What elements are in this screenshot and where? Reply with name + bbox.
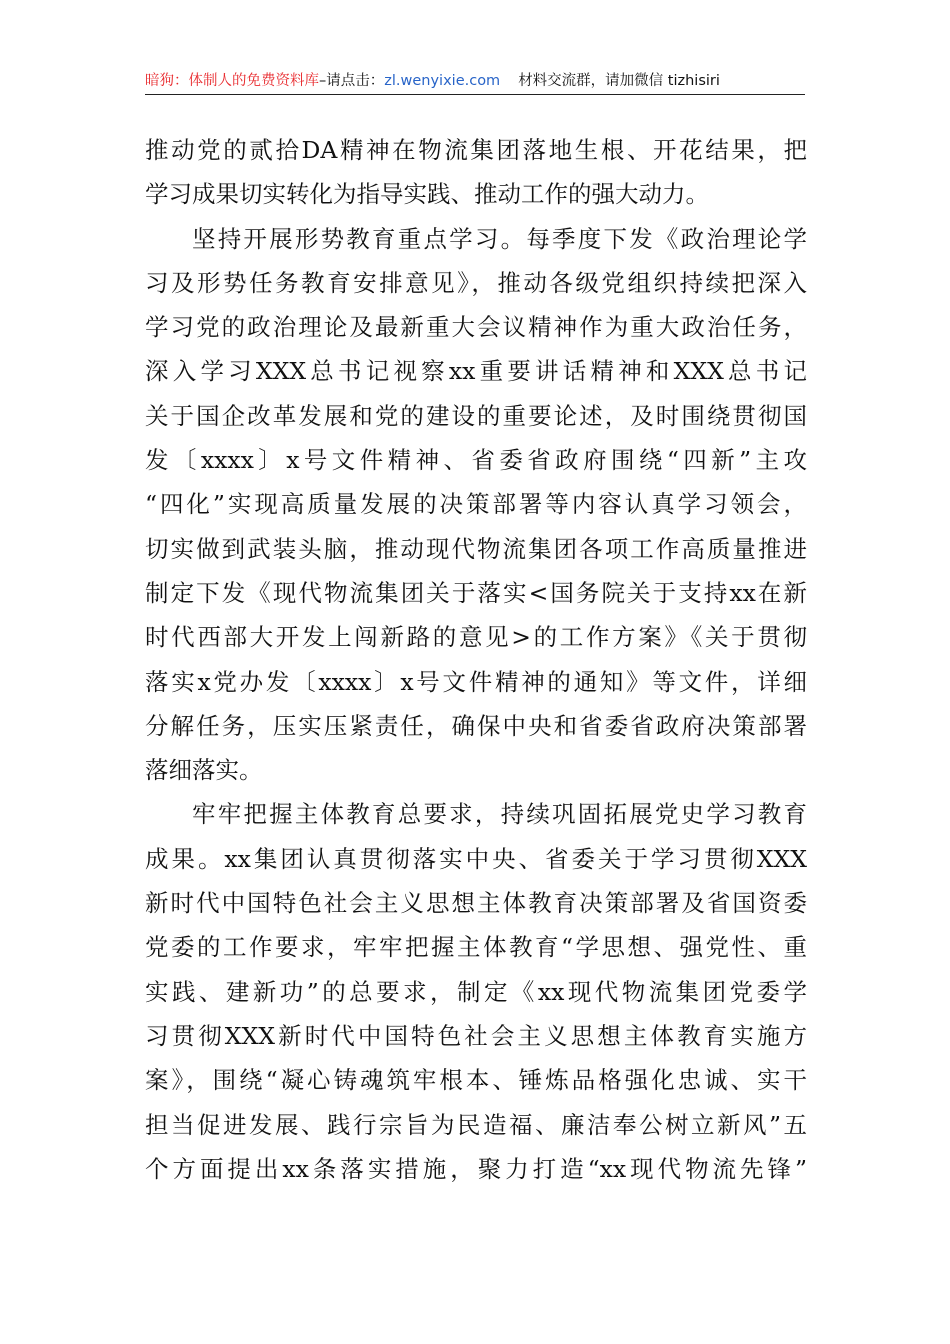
body-line: 推动党的贰拾DA精神在物流集团落地生根、开花结果，把 bbox=[145, 136, 807, 164]
body-line: 案》，围绕“凝心铸魂筑牢根本、锤炼品格强化忠诚、实干 bbox=[145, 1066, 807, 1095]
body-line: 党委的工作要求，牢牢把握主体教育“学思想、强党性、重 bbox=[145, 933, 807, 962]
header-divider bbox=[145, 94, 805, 95]
header-url-link[interactable]: zl.wenyixie.com bbox=[384, 73, 501, 89]
body-line: 深入学习XXX总书记视察xx重要讲话精神和XXX总书记 bbox=[145, 357, 807, 386]
header-click-prompt: –请点击： bbox=[319, 73, 385, 89]
body-line: 学习党的政治理论及最新重大会议精神作为重大政治任务， bbox=[145, 313, 807, 342]
body-line: 个方面提出xx条落实措施，聚力打造“xx现代物流先锋” bbox=[145, 1154, 807, 1183]
body-line: 时代西部大开发上闯新路的意见>的工作方案》《关于贯彻 bbox=[145, 623, 807, 652]
body-line: 习及形势任务教育安排意见》，推动各级党组织持续把深入 bbox=[145, 268, 807, 297]
header-site-name: 暗狗：体制人的免费资料库 bbox=[145, 73, 319, 89]
body-line: 新时代中国特色社会主义思想主体教育决策部署及省国资委 bbox=[145, 889, 807, 918]
body-line: 成果。xx集团认真贯彻落实中央、省委关于学习贯彻XXX bbox=[145, 844, 807, 873]
body-line: “四化”实现高质量发展的决策部署等内容认真学习领会， bbox=[145, 490, 807, 519]
paragraph-start-line: 坚持开展形势教育重点学习。每季度下发《政治理论学 bbox=[192, 224, 807, 253]
body-line: 担当促进发展、践行宗旨为民造福、廉洁奉公树立新风”五 bbox=[145, 1110, 807, 1139]
paragraph-start-line: 牢牢把握主体教育总要求，持续巩固拓展党史学习教育 bbox=[192, 800, 807, 829]
body-line: 分解任务，压实压紧责任，确保中央和省委省政府决策部署 bbox=[145, 711, 807, 740]
body-line: 学习成果切实转化为指导实践、推动工作的强大动力。 bbox=[145, 180, 709, 209]
body-line: 发〔xxxx〕x号文件精神、省委省政府围绕“四新”主攻 bbox=[145, 446, 807, 475]
body-line: 关于国企改革发展和党的建设的重要论述，及时围绕贯彻国 bbox=[145, 401, 807, 430]
page-header bbox=[145, 70, 805, 96]
body-line: 切实做到武装头脑，推动现代物流集团各项工作高质量推进 bbox=[145, 534, 807, 563]
body-line: 实践、建新功”的总要求，制定《xx现代物流集团党委学 bbox=[145, 977, 807, 1006]
document-body bbox=[145, 128, 807, 1191]
body-line: 落实x党办发〔xxxx〕x号文件精神的通知》等文件，详细 bbox=[145, 667, 807, 696]
header-contact-text: 材料交流群，请加微信 tizhisiri bbox=[518, 73, 720, 89]
body-line: 习贯彻XXX新时代中国特色社会主义思想主体教育实施方 bbox=[145, 1021, 807, 1050]
body-line: 落细落实。 bbox=[145, 756, 263, 785]
body-line: 制定下发《现代物流集团关于落实<国务院关于支持xx在新 bbox=[145, 578, 807, 607]
